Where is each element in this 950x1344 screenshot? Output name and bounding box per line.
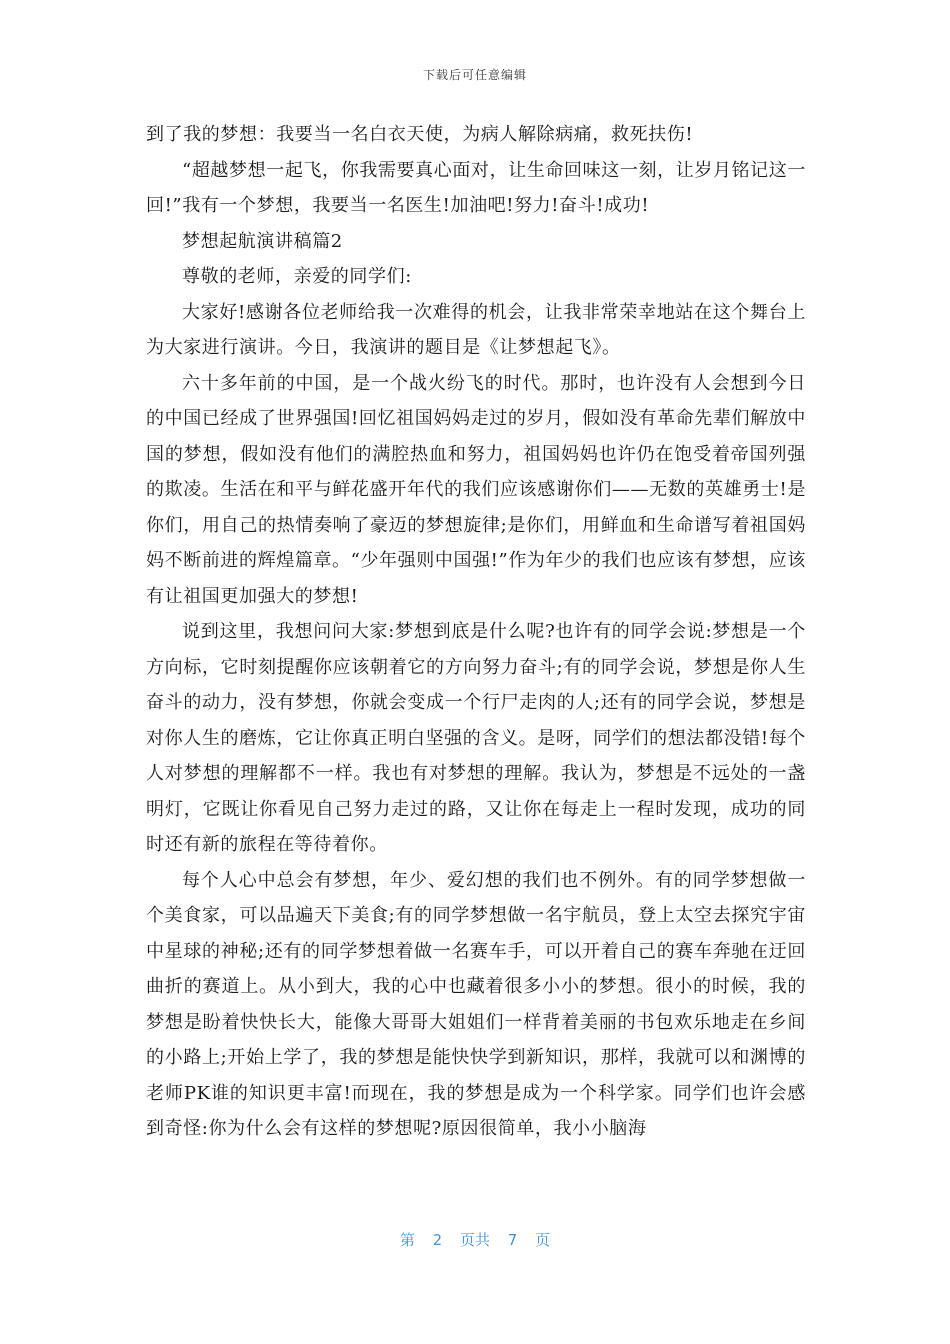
- paragraph: 每个人心中总会有梦想，年少、爱幻想的我们也不例外。有的同学梦想做一个美食家，可以品遍天下美食;有的同学梦想做一名宇航员，登上太空去探究宇宙中星球的神秘;还有的同学梦想着做一名赛车手，可以开着自己的赛车奔驰在迂回曲折的赛道上。从小到大，我的心中也藏着很多小小的梦想。很小的时候，我的梦想是盼着快快长大，能像大哥哥大姐姐们一样背着美丽的书包欢乐地走在乡间的小路上;开始上学了，我的梦想是能快快学到新知识，那样，我就可以和渊博的老师PK谁的知识更丰富!而现在，我的梦想是成为一个科学家。同学们也许会感到奇怪:你为什么会有这样的梦想呢?原因很简单，我小小脑海: [146, 869, 806, 1139]
- page-number-footer: 第 2 页共 7 页: [399, 1231, 551, 1249]
- document-body: [146, 117, 806, 1147]
- header-note: 下载后可任意编辑: [422, 68, 527, 82]
- salutation: 尊敬的老师，亲爱的同学们:: [182, 266, 412, 287]
- paragraph: “超越梦想一起飞，你我需要真心面对，让生命回味这一刻，让岁月铭记这一回!”我有一个梦想，我要当一名医生!加油吧!努力!奋斗!成功!: [146, 159, 806, 216]
- paragraph: 大家好!感谢各位老师给我一次难得的机会，让我非常荣幸地站在这个舞台上为大家进行演讲。今日，我演讲的题目是《让梦想起飞》。: [146, 301, 806, 358]
- paragraph: 说到这里，我想问问大家:梦想到底是什么呢?也许有的同学会说:梦想是一个方向标，它时刻提醒你应该朝着它的方向努力奋斗;有的同学会说，梦想是你人生奋斗的动力，没有梦想，你就会变成一个行尸走肉的人;还有的同学会说，梦想是对你人生的磨炼，它让你真正明白坚强的含义。是呀，同学们的想法都没错!每个人对梦想的理解都不一样。我也有对梦想的理解。我认为，梦想是不远处的一盏明灯，它既让你看见自己努力走过的路，又让你在每走上一程时发现，成功的同时还有新的旅程在等待着你。: [146, 621, 806, 855]
- paragraph: 到了我的梦想：我要当一名白衣天使，为病人解除病痛，救死扶伤!: [146, 124, 694, 145]
- paragraph: 六十多年前的中国，是一个战火纷飞的时代。那时，也许没有人会想到今日的中国已经成了世界强国!回忆祖国妈妈走过的岁月，假如没有革命先辈们解放中国的梦想，假如没有他们的满腔热血和努力，祖国妈妈也许仍在饱受着帝国列强的欺凌。生活在和平与鲜花盛开年代的我们应该感谢你们——无数的英雄勇士!是你们，用自己的热情奏响了豪迈的梦想旋律;是你们，用鲜血和生命谱写着祖国妈妈不断前进的辉煌篇章。“少年强则中国强!”作为年少的我们也应该有梦想，应该有让祖国更加强大的梦想!: [146, 372, 806, 607]
- section-heading: 梦想起航演讲稿篇2: [182, 230, 343, 252]
